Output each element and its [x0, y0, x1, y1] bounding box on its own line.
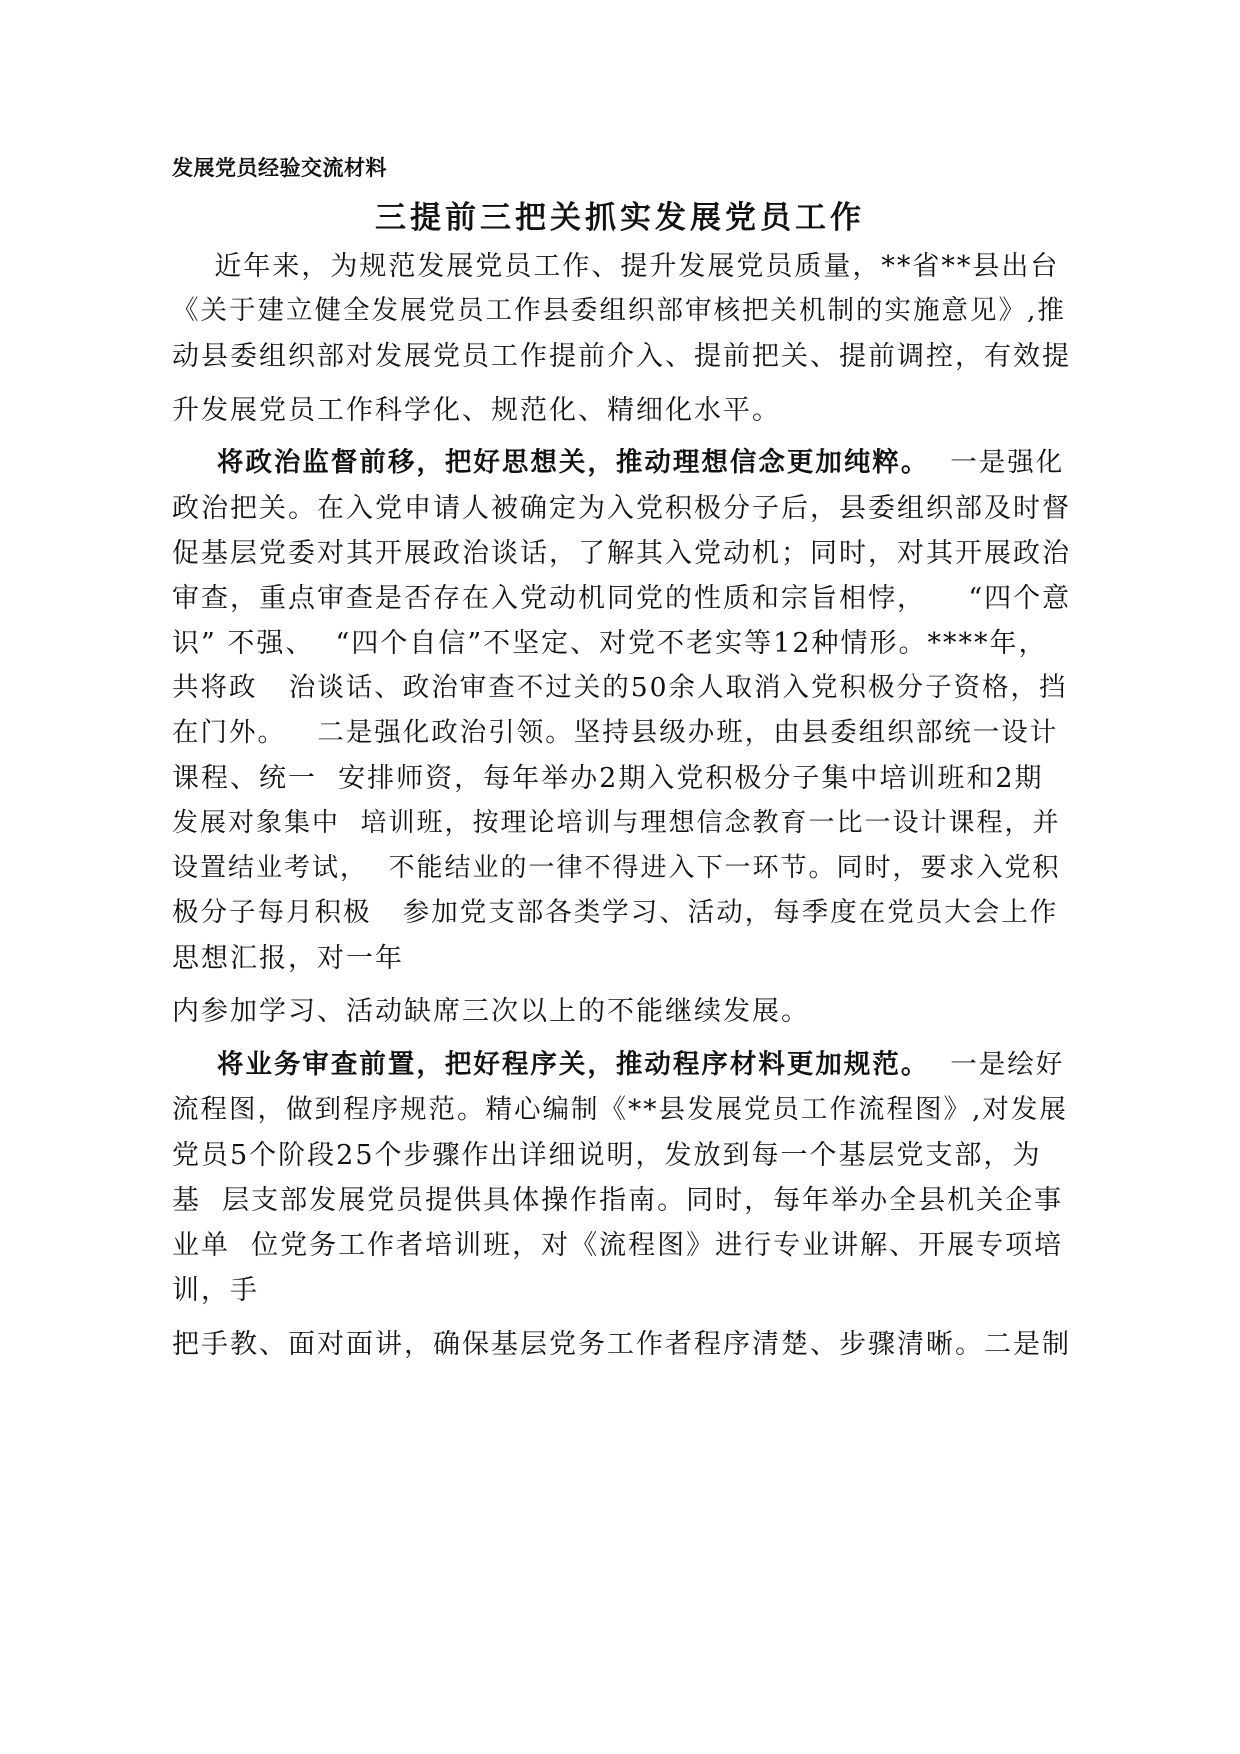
paragraph-line — [172, 1277, 259, 1304]
paragraph-line — [172, 495, 1071, 522]
paragraph-line — [172, 253, 1059, 280]
line-text: 政治把关。在入党申请人被确定为入党积极分子后，县委组织部及时督 — [172, 493, 1071, 524]
section-heading: 将政治监督前移，把好思想关，推动理想信念更加纯粹。 — [172, 447, 930, 478]
line-text: 设置结业考试， 不能结业的一律不得进入下一环节。同时，要求入党积 — [172, 853, 1061, 883]
paragraph-line — [172, 945, 404, 972]
line-text: 内参加学习、活动缺席三次以上的不能继续发展。 — [172, 996, 810, 1027]
section-heading: 将业务审查前置，把好程序关，推动程序材料更加规范。 — [172, 1049, 930, 1080]
line-text: 《关于建立健全发展党员工作县委组织部审核把关机制的实施意见》,推 — [172, 295, 1066, 326]
line-text: 共将政 治谈话、政治审查不过关的50余人取消入党积极分子资格，挡 — [172, 672, 1068, 703]
line-text: 识” 不强、 “四个自信”不坚定、对党不老实等12种情形。****年， — [172, 628, 1048, 659]
line-text: 一是强化 — [929, 447, 1065, 478]
paragraph-line — [172, 1049, 1065, 1080]
line-text: 发展对象集中 培训班，按理论培训与理想信念教育一比一设计课程，并 — [172, 808, 1061, 838]
paragraph-line — [172, 855, 1061, 881]
paragraph-line — [172, 1142, 1042, 1169]
line-text: 把手教、面对面讲，确保基层党务工作者程序清楚、步骤清晰。二是制 — [172, 1329, 1071, 1360]
line-text: 升发展党员工作科学化、规范化、精细化水平。 — [172, 395, 781, 426]
paragraph-line — [172, 630, 1048, 657]
line-text: 流程图，做到程序规范。精心编制《**县发展党员工作流程图》,对发展 — [172, 1094, 1068, 1125]
line-text: 基 层支部发展党员提供具体操作指南。同时，每年举办全县机关企事 — [172, 1185, 1064, 1216]
document-title: 三提前三把关抓实发展党员工作 — [375, 200, 865, 236]
paragraph-line — [172, 1331, 1071, 1358]
line-text: 思想汇报，对一年 — [172, 943, 404, 974]
line-text: 训，手 — [172, 1275, 259, 1306]
paragraph-line — [172, 998, 810, 1025]
line-text: 党员5个阶段25个步骤作出详细说明，发放到每一个基层党支部，为 — [172, 1140, 1042, 1171]
line-text: 促基层党委对其开展政治谈话，了解其入党动机；同时，对其开展政治 — [172, 538, 1071, 569]
line-text: 在门外。 二是强化政治引领。坚持县级办班，由县委组织部统一设计 — [172, 717, 1059, 748]
paragraph-line — [172, 447, 1065, 478]
paragraph-line — [172, 672, 1068, 703]
line-text: 审查，重点审查是否存在入党动机同党的性质和宗旨相悖， “四个意 — [172, 583, 1072, 614]
paragraph-line — [172, 897, 1059, 928]
paragraph-line — [172, 1094, 1068, 1125]
line-text: 近年来，为规范发展党员工作、提升发展党员质量，**省**县出台 — [172, 251, 1060, 282]
paragraph-line — [172, 343, 1071, 370]
line-text: 课程、统一 安排师资，每年举办2期入党积极分子集中培训班和2期 — [172, 763, 1044, 794]
paragraph-line — [172, 765, 1044, 792]
line-text: 极分子每月积极 参加党支部各类学习、活动，每季度在党员大会上作 — [172, 897, 1059, 928]
paragraph-line — [172, 1187, 1063, 1214]
paragraph-line — [172, 585, 1071, 612]
line-text: 一是绘好 — [929, 1049, 1065, 1080]
paragraph-line — [172, 295, 1066, 326]
line-text: 动县委组织部对发展党员工作提前介入、提前把关、提前调控，有效提 — [172, 341, 1071, 372]
paragraph-line — [172, 1232, 1063, 1259]
paragraph-line — [172, 397, 781, 424]
paragraph-line — [172, 810, 1061, 836]
paragraph-line — [172, 540, 1071, 567]
paragraph-line — [172, 717, 1059, 748]
document-label: 发展党员经验交流材料 — [172, 156, 387, 180]
line-text: 业单 位党务工作者培训班，对《流程图》进行专业讲解、开展专项培 — [172, 1230, 1064, 1261]
